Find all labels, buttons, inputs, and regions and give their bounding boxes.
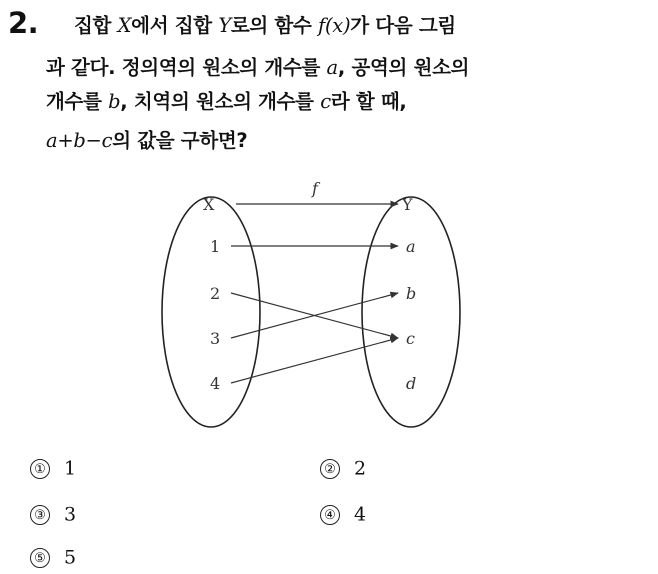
choice-5-value: 5 (64, 546, 77, 569)
choice-4[interactable] (320, 505, 366, 525)
choice-5-marker: ⑤ (30, 548, 50, 568)
choice-4-marker: ④ (320, 505, 340, 525)
choice-2[interactable] (320, 459, 366, 479)
choice-4-value: 4 (354, 503, 367, 526)
domain-element-3: 3 (210, 329, 221, 348)
question-text-line-4: a+b−c의 값을 구하면? (46, 129, 248, 152)
question-text-line-1: 집합 X에서 집합 Y로의 함수 f(x)가 다음 그림 (74, 14, 456, 37)
choice-1[interactable] (30, 459, 76, 479)
choice-3-marker: ③ (30, 505, 50, 525)
choice-3[interactable] (30, 505, 76, 525)
choice-2-marker: ② (320, 459, 340, 479)
domain-element-1: 1 (210, 237, 221, 256)
choice-2-value: 2 (354, 457, 367, 480)
choice-3-value: 3 (64, 503, 77, 526)
function-label: f (312, 179, 318, 198)
question-text-line-3: 개수를 b, 치역의 원소의 개수를 c라 할 때, (46, 90, 407, 113)
codomain-label: Y (402, 195, 413, 214)
domain-element-2: 2 (210, 284, 221, 303)
domain-label: X (203, 195, 215, 214)
codomain-element-c: c (406, 329, 415, 348)
choice-5[interactable] (30, 548, 76, 568)
codomain-element-a: a (406, 237, 416, 256)
question-number: 2. (8, 6, 39, 40)
codomain-element-d: d (406, 374, 417, 393)
domain-element-4: 4 (210, 374, 221, 393)
question-text-line-2: 과 같다. 정의역의 원소의 개수를 a, 공역의 원소의 (46, 56, 470, 79)
choice-1-value: 1 (64, 457, 77, 480)
choice-1-marker: ① (30, 459, 50, 479)
codomain-element-b: b (406, 284, 417, 303)
